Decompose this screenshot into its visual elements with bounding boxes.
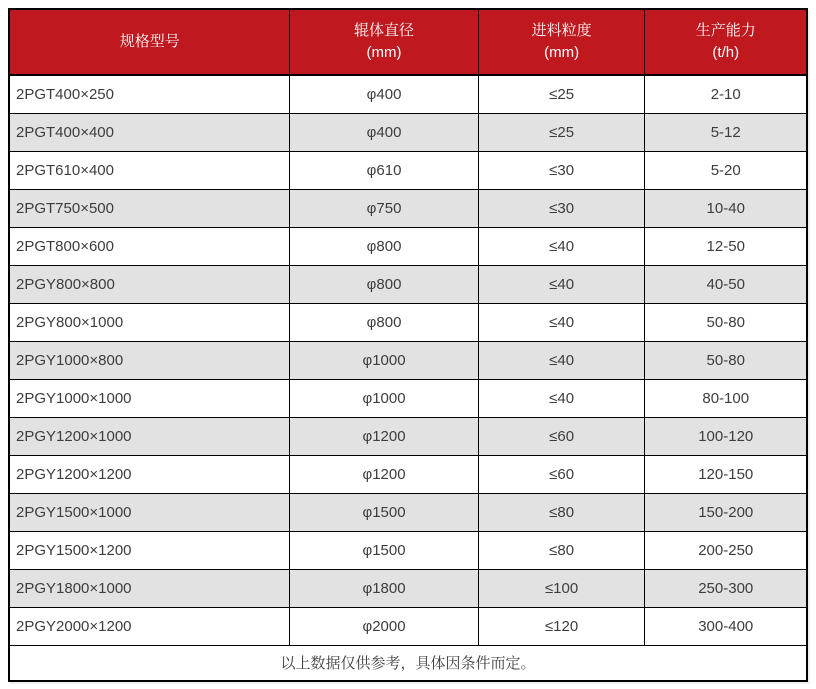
feed-size-cell: ≤25 [478, 75, 645, 113]
table-header [9, 9, 807, 75]
capacity-cell: 50-80 [645, 303, 807, 341]
capacity-cell: 80-100 [645, 379, 807, 417]
model-cell: 2PGY1000×1000 [9, 379, 290, 417]
diameter-cell: φ1500 [290, 531, 478, 569]
diameter-cell: φ1200 [290, 417, 478, 455]
feed-size-cell: ≤40 [478, 227, 645, 265]
diameter-cell: φ1200 [290, 455, 478, 493]
diameter-cell: φ800 [290, 227, 478, 265]
feed-size-cell: ≤80 [478, 493, 645, 531]
feed-size-cell: ≤40 [478, 379, 645, 417]
column-header-capacity-unit: (t/h) [712, 44, 740, 61]
column-header-feed-size-unit: (mm) [544, 44, 580, 61]
table-body [9, 75, 807, 645]
diameter-cell: φ400 [290, 113, 478, 151]
diameter-cell: φ800 [290, 265, 478, 303]
capacity-cell: 2-10 [645, 75, 807, 113]
column-header-roller-diameter [290, 9, 478, 75]
diameter-cell: φ1500 [290, 493, 478, 531]
model-cell: 2PGY800×800 [9, 265, 290, 303]
column-header-roller-diameter-label: 辊体直径 [354, 21, 415, 39]
model-cell: 2PGT400×250 [9, 75, 290, 113]
column-header-capacity [645, 9, 807, 75]
column-header-feed-size-label: 进料粒度 [531, 21, 592, 39]
capacity-cell: 10-40 [645, 189, 807, 227]
column-header-feed-size [478, 9, 645, 75]
table-row [9, 75, 807, 113]
capacity-cell: 150-200 [645, 493, 807, 531]
table-row [9, 341, 807, 379]
table-row [9, 189, 807, 227]
table-row [9, 493, 807, 531]
feed-size-cell: ≤30 [478, 151, 645, 189]
table-header-row [9, 9, 807, 75]
diameter-cell: φ1000 [290, 379, 478, 417]
feed-size-cell: ≤100 [478, 569, 645, 607]
capacity-cell: 5-12 [645, 113, 807, 151]
model-cell: 2PGY1500×1000 [9, 493, 290, 531]
diameter-cell: φ400 [290, 75, 478, 113]
feed-size-cell: ≤60 [478, 417, 645, 455]
capacity-cell: 250-300 [645, 569, 807, 607]
table-row [9, 417, 807, 455]
diameter-cell: φ750 [290, 189, 478, 227]
model-cell: 2PGY1500×1200 [9, 531, 290, 569]
capacity-cell: 120-150 [645, 455, 807, 493]
feed-size-cell: ≤25 [478, 113, 645, 151]
model-cell: 2PGY1000×800 [9, 341, 290, 379]
table-row [9, 379, 807, 417]
model-cell: 2PGT750×500 [9, 189, 290, 227]
model-cell: 2PGT400×400 [9, 113, 290, 151]
table-row [9, 227, 807, 265]
table-row [9, 455, 807, 493]
capacity-cell: 12-50 [645, 227, 807, 265]
column-header-roller-diameter-unit: (mm) [366, 44, 402, 61]
capacity-cell: 50-80 [645, 341, 807, 379]
model-cell: 2PGY2000×1200 [9, 607, 290, 645]
footnote-row [9, 645, 807, 681]
model-cell: 2PGT800×600 [9, 227, 290, 265]
table-row [9, 265, 807, 303]
feed-size-cell: ≤30 [478, 189, 645, 227]
table-row [9, 531, 807, 569]
model-cell: 2PGT610×400 [9, 151, 290, 189]
diameter-cell: φ800 [290, 303, 478, 341]
column-header-model [9, 9, 290, 75]
feed-size-cell: ≤120 [478, 607, 645, 645]
table-footnote: 以上数据仅供参考，具体因条件而定。 [9, 645, 807, 681]
model-cell: 2PGY1200×1200 [9, 455, 290, 493]
table-row [9, 113, 807, 151]
model-cell: 2PGY800×1000 [9, 303, 290, 341]
feed-size-cell: ≤60 [478, 455, 645, 493]
column-header-capacity-label: 生产能力 [695, 21, 756, 39]
feed-size-cell: ≤80 [478, 531, 645, 569]
capacity-cell: 300-400 [645, 607, 807, 645]
capacity-cell: 100-120 [645, 417, 807, 455]
capacity-cell: 40-50 [645, 265, 807, 303]
column-header-model-label: 规格型号 [119, 32, 180, 50]
table-row [9, 569, 807, 607]
model-cell: 2PGY1200×1000 [9, 417, 290, 455]
feed-size-cell: ≤40 [478, 341, 645, 379]
table-row [9, 607, 807, 645]
table-row [9, 151, 807, 189]
table-row [9, 303, 807, 341]
diameter-cell: φ1000 [290, 341, 478, 379]
table-footer [9, 645, 807, 681]
feed-size-cell: ≤40 [478, 265, 645, 303]
feed-size-cell: ≤40 [478, 303, 645, 341]
capacity-cell: 5-20 [645, 151, 807, 189]
model-cell: 2PGY1800×1000 [9, 569, 290, 607]
capacity-cell: 200-250 [645, 531, 807, 569]
diameter-cell: φ610 [290, 151, 478, 189]
spec-table [8, 8, 808, 682]
diameter-cell: φ1800 [290, 569, 478, 607]
diameter-cell: φ2000 [290, 607, 478, 645]
